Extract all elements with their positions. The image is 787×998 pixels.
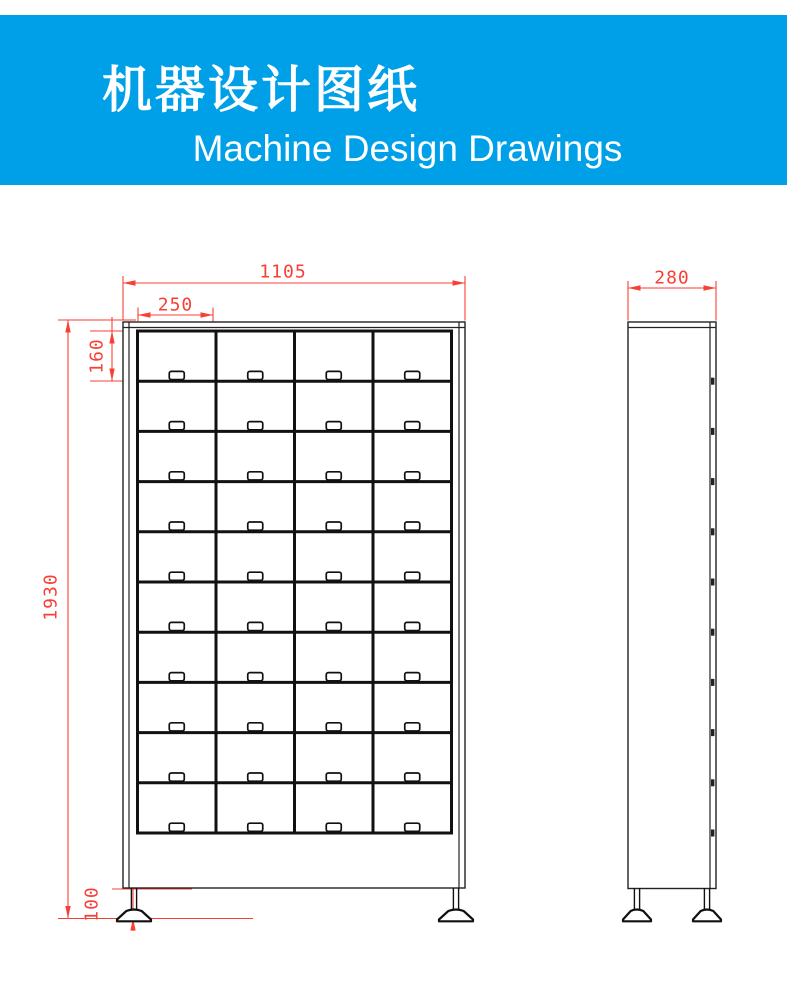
front-legs [117, 888, 473, 921]
compartment-handle [405, 422, 420, 430]
compartment-handle [169, 422, 184, 430]
compartment-handle [248, 622, 263, 630]
compartment-handle [326, 723, 341, 731]
dim-label-compartment-height: 160 [86, 338, 108, 374]
compartment-handle [169, 673, 184, 681]
compartment-handle [326, 773, 341, 781]
compartment-handle [326, 572, 341, 580]
compartment-handle [405, 823, 420, 831]
compartment-handle [248, 572, 263, 580]
compartment-handle [326, 472, 341, 480]
dim-depth [628, 268, 716, 321]
dim-label-foot-height: 100 [81, 886, 103, 922]
compartment-handle [169, 371, 184, 379]
compartment-handle [169, 773, 184, 781]
compartment-handle [169, 723, 184, 731]
compartment-handle [169, 472, 184, 480]
compartment-handle [248, 723, 263, 731]
adjustable-foot [693, 910, 721, 922]
side-view [623, 322, 721, 921]
dim-label-compartment-width: 250 [157, 294, 194, 316]
page-title-english: Machine Design Drawings [192, 128, 623, 169]
compartment-handle [326, 522, 341, 530]
compartment-handle [169, 572, 184, 580]
adjustable-foot [439, 910, 473, 922]
compartment-handle [326, 673, 341, 681]
compartment-handle [405, 472, 420, 480]
front-view [117, 322, 473, 921]
compartment-handle [326, 371, 341, 379]
compartment-handle [405, 572, 420, 580]
dim-label-overall-height: 1930 [40, 573, 62, 621]
compartment-handle [248, 773, 263, 781]
compartment-handle [248, 371, 263, 379]
compartment-handle [169, 823, 184, 831]
compartment-handle [326, 823, 341, 831]
side-cabinet-body [628, 322, 716, 889]
page-title-chinese: 机器设计图纸 [102, 62, 420, 118]
compartment-handle [169, 522, 184, 530]
compartment-handle [248, 522, 263, 530]
compartment-handle [405, 773, 420, 781]
compartment-handle [248, 472, 263, 480]
compartment-handle [248, 823, 263, 831]
side-legs [623, 888, 721, 921]
adjustable-foot [117, 910, 151, 922]
compartment-handle [405, 371, 420, 379]
compartment-handle [248, 673, 263, 681]
compartment-handle [326, 422, 341, 430]
compartment-handle [405, 622, 420, 630]
compartment-handle [326, 622, 341, 630]
adjustable-foot [623, 910, 651, 922]
compartment-handle [169, 622, 184, 630]
dim-label-overall-width: 1105 [259, 261, 307, 283]
compartment-handle [405, 522, 420, 530]
compartment-handle [405, 673, 420, 681]
compartment-handle [248, 422, 263, 430]
dim-label-depth: 280 [654, 267, 690, 289]
compartment-handle [405, 723, 420, 731]
